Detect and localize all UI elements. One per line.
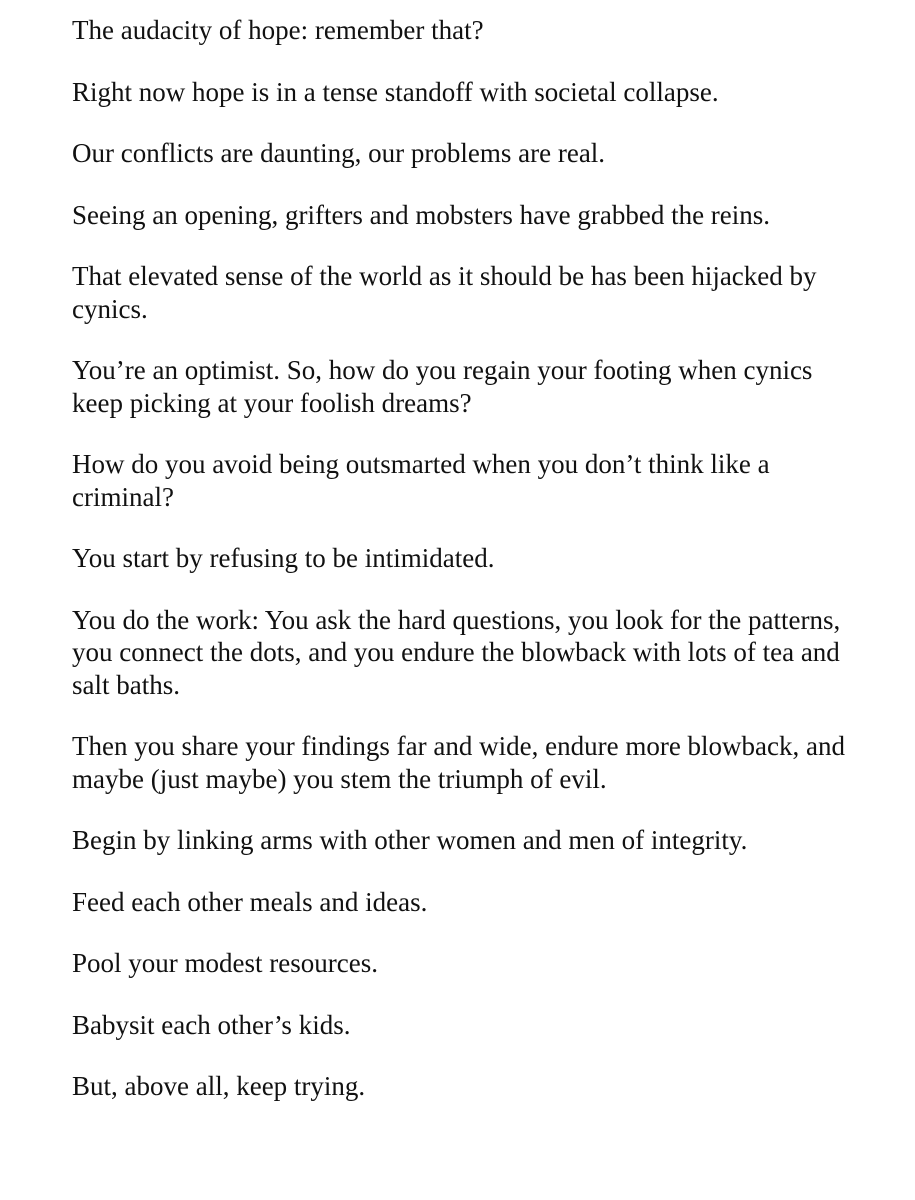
paragraph-8: You start by refusing to be intimidated. bbox=[72, 543, 495, 573]
paragraph-14: Babysit each other’s kids. bbox=[72, 1009, 351, 1040]
paragraph-3: Our conflicts are daunting, our problems are real. bbox=[72, 138, 606, 168]
paragraph-10: Then you share your findings far and wide, endure more blowback, and maybe (just maybe) you stem the triumph of evil. bbox=[72, 731, 846, 794]
document-body bbox=[72, 14, 862, 1103]
paragraph-6: You’re an optimist. So, how do you regain your footing when cynics keep picking at your foolish dreams? bbox=[72, 355, 813, 418]
paragraph-11: Begin by linking arms with other women and men of integrity. bbox=[72, 825, 748, 855]
paragraph-7: How do you avoid being outsmarted when you don’t think like a criminal? bbox=[72, 449, 770, 512]
paragraph-12: Feed each other meals and ideas. bbox=[72, 886, 428, 917]
paragraph-5: That elevated sense of the world as it should be has been hijacked by cynics. bbox=[72, 261, 817, 324]
paragraph-2: Right now hope is in a tense standoff with societal collapse. bbox=[72, 76, 719, 107]
paragraph-1: The audacity of hope: remember that? bbox=[72, 15, 484, 45]
paragraph-4: Seeing an opening, grifters and mobsters have grabbed the reins. bbox=[72, 199, 771, 230]
paragraph-15: But, above all, keep trying. bbox=[72, 1071, 366, 1101]
paragraph-9: You do the work: You ask the hard questions, you look for the patterns, you connect the dots, and you endure the blowback with lots of tea and salt baths. bbox=[72, 604, 841, 700]
paragraph-13: Pool your modest resources. bbox=[72, 948, 378, 978]
